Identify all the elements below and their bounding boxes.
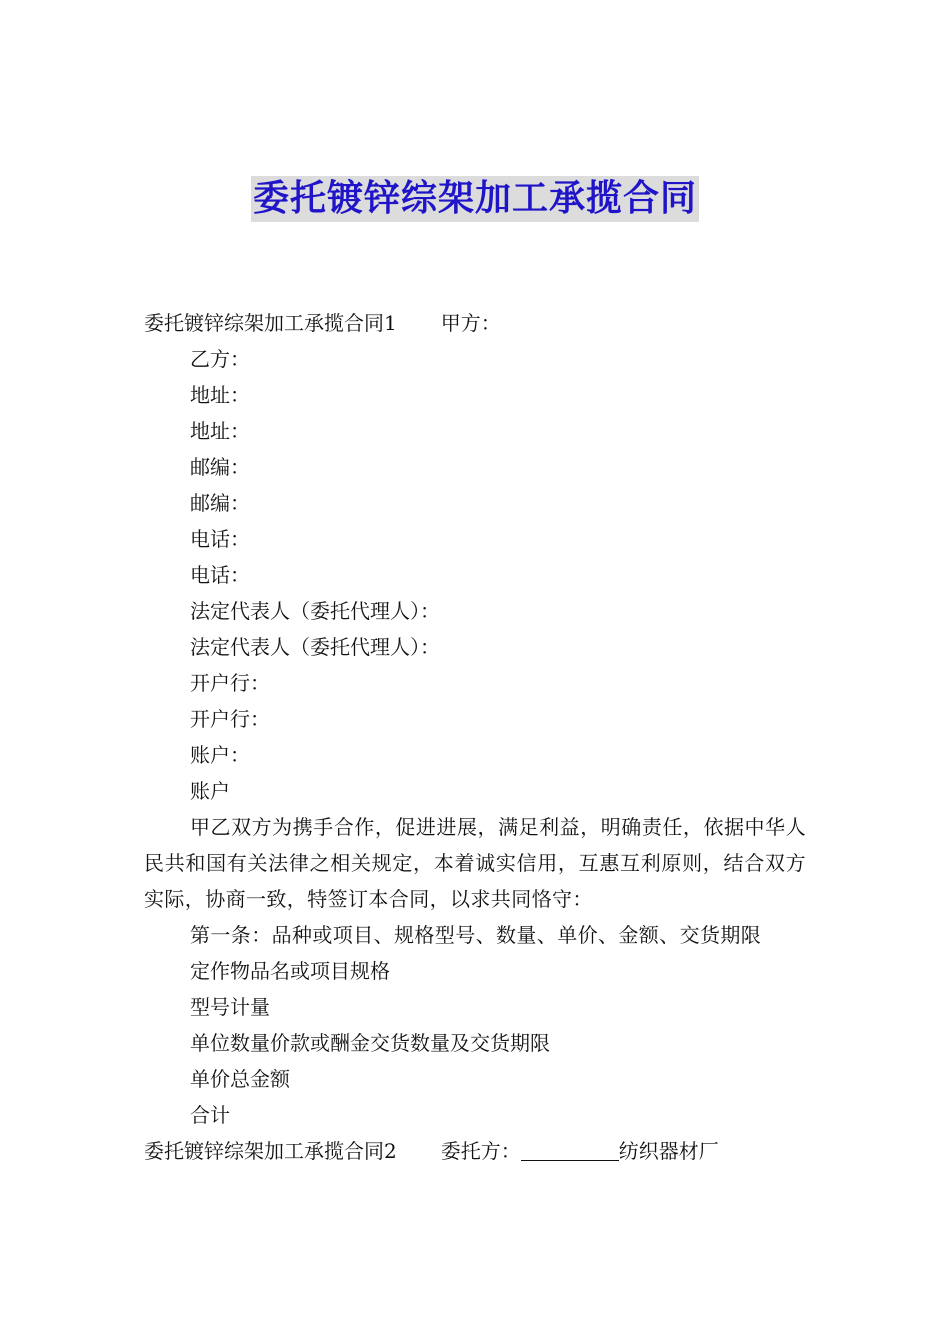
field-line: 开户行： <box>190 707 270 731</box>
title-container <box>0 176 950 222</box>
section-2-heading: 委托镀锌综架加工承揽合同2 <box>144 1139 397 1163</box>
field-line: 电话： <box>190 563 250 587</box>
field-line: 法定代表人（委托代理人）： <box>190 635 440 659</box>
article-1: 第一条：品种或项目、规格型号、数量、单价、金额、交货期限 <box>190 923 762 947</box>
party-a-label: 甲方： <box>440 311 501 335</box>
field-line: 地址： <box>190 383 250 407</box>
section-1-heading-line <box>144 305 806 341</box>
field-line: 地址： <box>190 419 250 443</box>
client-label: 委托方： <box>440 1139 521 1163</box>
field-line: 乙方： <box>190 347 250 371</box>
table-line: 定作物品名或项目规格 <box>190 959 390 983</box>
field-line: 账户 <box>190 779 230 803</box>
field-line: 法定代表人（委托代理人）： <box>190 599 440 623</box>
table-line: 单位数量价款或酬金交货数量及交货期限 <box>190 1031 550 1055</box>
section-2-heading-line <box>144 1133 806 1169</box>
client-name-suffix: 纺织器材厂 <box>618 1139 719 1163</box>
field-line: 账户： <box>190 743 250 767</box>
document-title: 委托镀锌综架加工承揽合同 <box>251 176 699 222</box>
field-line: 邮编： <box>190 455 250 479</box>
table-line: 单价总金额 <box>190 1067 290 1091</box>
section-1-heading: 委托镀锌综架加工承揽合同1 <box>144 311 397 335</box>
document-body <box>144 305 806 1169</box>
client-name-blank <box>521 1138 619 1161</box>
table-line: 合计 <box>190 1103 230 1127</box>
field-line: 邮编： <box>190 491 250 515</box>
field-line: 开户行： <box>190 671 270 695</box>
field-line: 电话： <box>190 527 250 551</box>
intro-paragraph: 甲乙双方为携手合作，促进进展，满足利益，明确责任，依据中华人民共和国有关法律之相关规定，本着诚实信用，互惠互利原则，结合双方实际，协商一致，特签订本合同，以求共同恪守： <box>144 815 806 911</box>
table-line: 型号计量 <box>190 995 270 1019</box>
